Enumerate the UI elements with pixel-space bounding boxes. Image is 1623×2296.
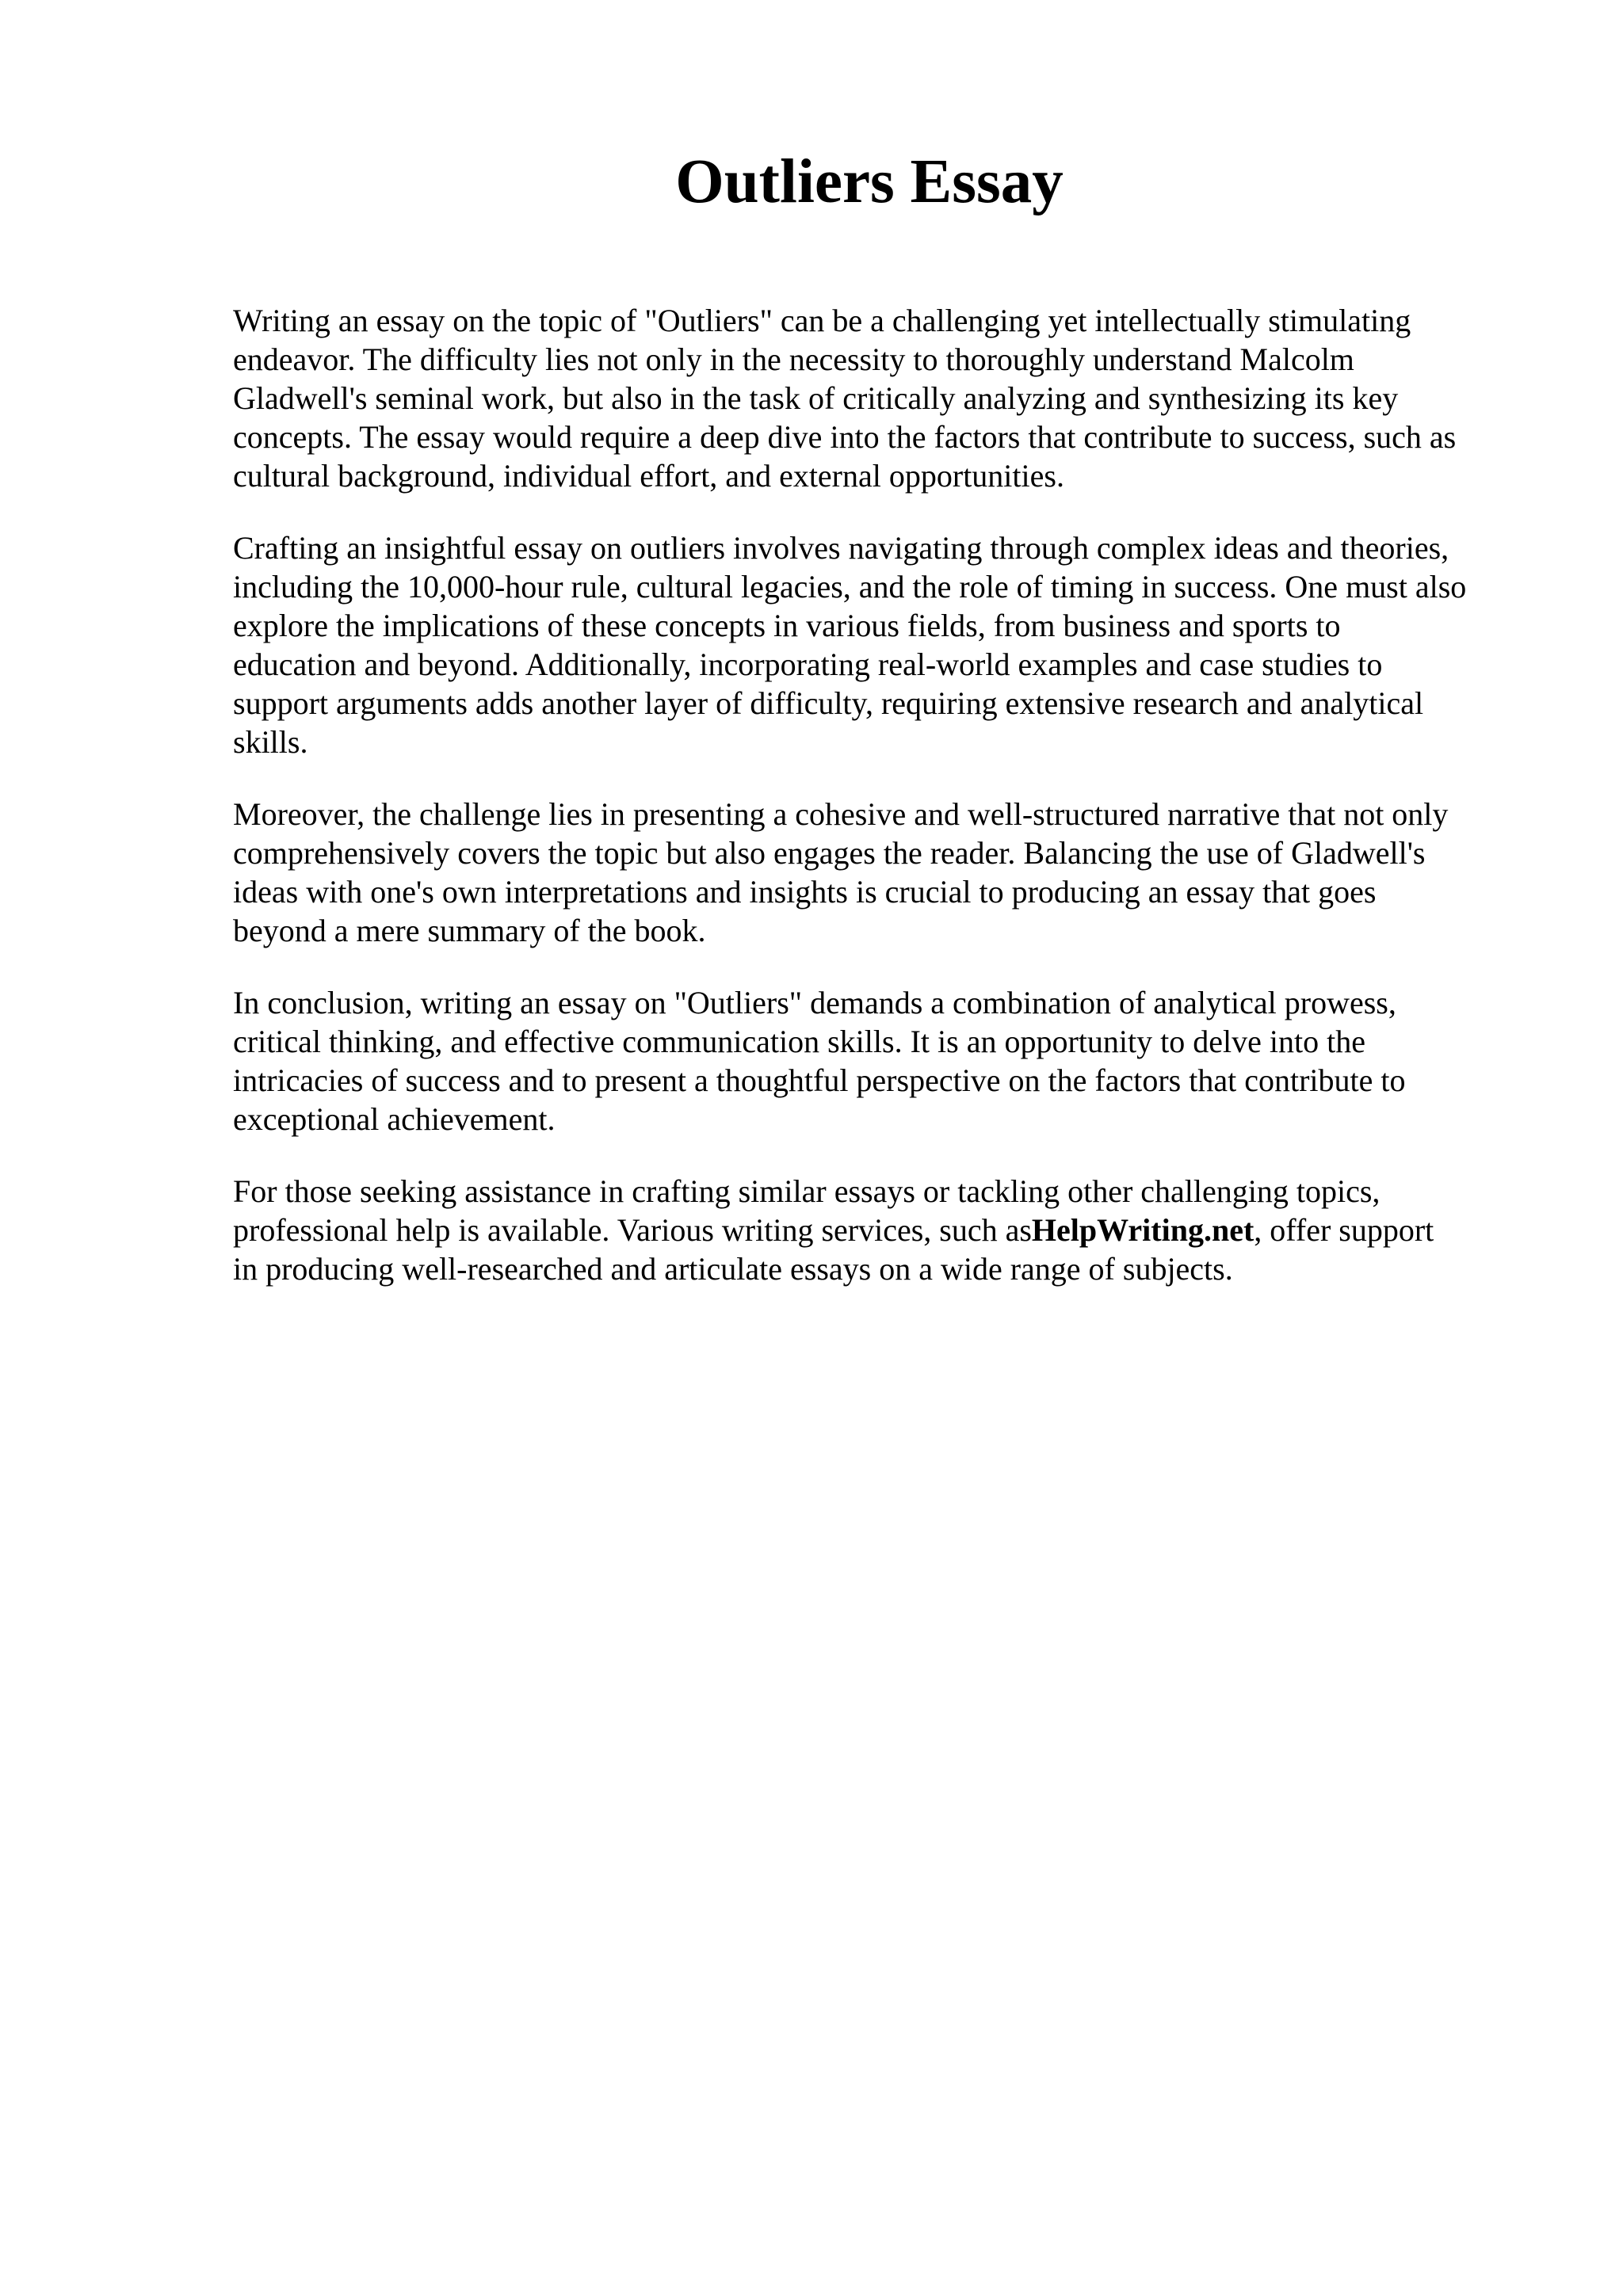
text-line: cultural background, individual effort, and external opportunities.	[233, 458, 1064, 494]
text-line: beyond a mere summary of the book.	[233, 913, 706, 948]
paragraph-1	[233, 301, 1596, 495]
text-line: endeavor. The difficulty lies not only in the necessity to thoroughly understand Malcolm	[233, 341, 1354, 377]
text-line: For those seeking assistance in crafting similar essays or tackling other challenging topics,	[233, 1173, 1381, 1209]
text-line: education and beyond. Additionally, incorporating real-world examples and case studies to	[233, 646, 1383, 682]
text-line: including the 10,000-hour rule, cultural legacies, and the role of timing in success. One must also	[233, 569, 1467, 605]
text-line: critical thinking, and effective communication skills. It is an opportunity to delve into the	[233, 1024, 1365, 1059]
text-line: in producing well-researched and articulate essays on a wide range of subjects.	[233, 1251, 1233, 1287]
closing-text-after: , offer support	[1254, 1212, 1434, 1248]
text-line: support arguments adds another layer of difficulty, requiring extensive research and analytical	[233, 685, 1424, 721]
text-line	[233, 1211, 1596, 1249]
text-line: explore the implications of these concepts in various fields, from business and sports to	[233, 608, 1341, 643]
paragraph-2	[233, 528, 1596, 761]
text-line: Gladwell's seminal work, but also in the task of critically analyzing and synthesizing its key	[233, 380, 1399, 416]
text-line: Crafting an insightful essay on outliers involves navigating through complex ideas and theories,	[233, 530, 1449, 566]
text-line: Writing an essay on the topic of "Outliers" can be a challenging yet intellectually stimulating	[233, 303, 1411, 338]
page-title: Outliers Essay	[675, 147, 1064, 216]
text-line: In conclusion, writing an essay on "Outliers" demands a combination of analytical prowess,	[233, 985, 1396, 1020]
helpwriting-link[interactable]: HelpWriting.net	[1031, 1212, 1254, 1248]
text-line: Moreover, the challenge lies in presenting a cohesive and well-structured narrative that not only	[233, 796, 1449, 832]
text-line: comprehensively covers the topic but also engages the reader. Balancing the use of Gladwell's	[233, 835, 1426, 871]
text-line: skills.	[233, 724, 308, 760]
text-line: ideas with one's own interpretations and insights is crucial to producing an essay that goes	[233, 874, 1377, 910]
paragraph-5	[233, 1172, 1596, 1288]
text-line: concepts. The essay would require a deep dive into the factors that contribute to success, such as	[233, 419, 1457, 455]
paragraph-3	[233, 795, 1596, 950]
closing-text-before: professional help is available. Various writing services, such as	[233, 1212, 1032, 1248]
paragraph-4	[233, 983, 1596, 1138]
text-line: intricacies of success and to present a thoughtful perspective on the factors that contribute to	[233, 1062, 1406, 1098]
essay-body	[233, 301, 1596, 1322]
text-line: exceptional achievement.	[233, 1101, 556, 1137]
